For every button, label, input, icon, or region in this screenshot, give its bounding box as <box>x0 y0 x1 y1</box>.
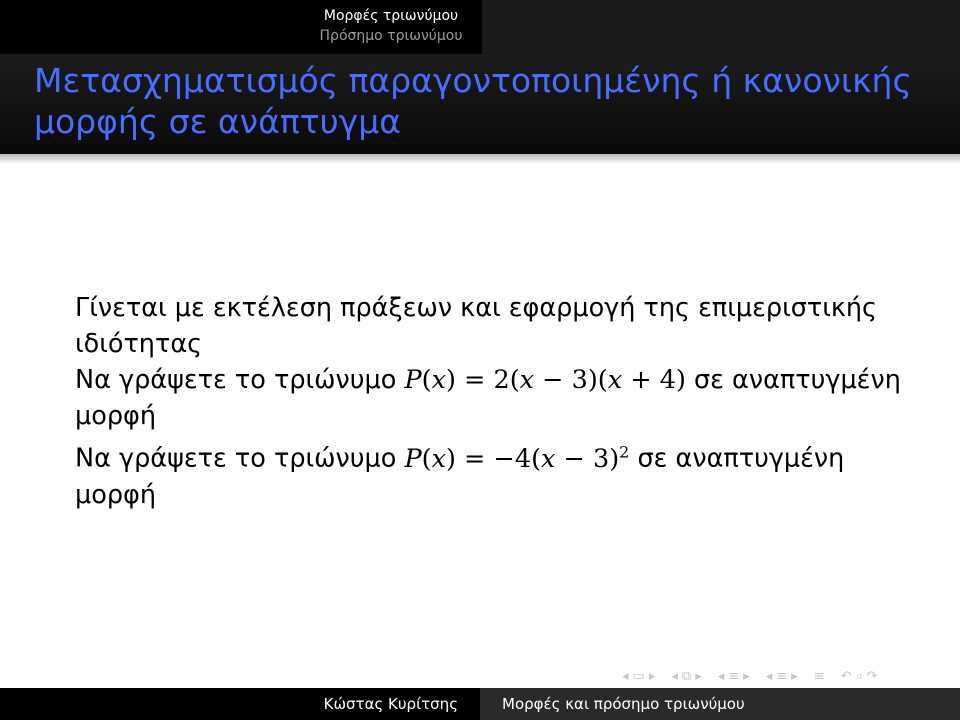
frame-title: Μετασχηματισμός παραγοντοποιημένης ή κανονικής μορφής σε ανάπτυγμα <box>34 61 912 141</box>
arrow-left-icon[interactable]: ◂ <box>717 668 725 684</box>
arrow-right-icon[interactable]: ▸ <box>648 668 656 684</box>
exercise-1 <box>75 362 905 398</box>
paragraph-line-2: ιδιότητας <box>75 329 203 359</box>
search-icon[interactable]: ⌕ <box>855 668 863 684</box>
equation-2: $P(x) = -4(x - 3)^2$ <box>404 442 630 474</box>
redo-icon[interactable]: ↷ <box>866 668 878 684</box>
section-icon[interactable]: ≡ <box>776 668 788 684</box>
exercise-1-prefix: Να γράψετε το τριώνυμο <box>75 365 405 395</box>
equation-2-exponent: 2 <box>619 442 630 461</box>
arrow-right-icon[interactable]: ▸ <box>743 668 750 684</box>
arrow-left-icon[interactable]: ◂ <box>622 668 629 684</box>
arrow-right-icon[interactable]: ▸ <box>695 668 702 684</box>
title-shadow <box>0 154 960 164</box>
footer-author: Κώστας Κυρίτσης <box>0 688 480 720</box>
exercise-2-suffix: σε αναπτυγμένη <box>629 443 845 474</box>
section-link[interactable]: Μορφές τριωνύμου <box>323 8 459 24</box>
subsection-icon[interactable]: ⧉ <box>681 668 692 684</box>
arrow-left-icon[interactable]: ◂ <box>671 668 678 684</box>
exercise-2 <box>75 434 905 477</box>
frame-title-bar <box>0 54 960 154</box>
frame-body <box>75 290 905 513</box>
arrow-left-icon[interactable]: ◂ <box>765 668 773 684</box>
arrow-right-icon[interactable]: ▸ <box>791 668 798 684</box>
footer <box>0 688 960 720</box>
frame-icon[interactable]: ▭ <box>632 668 645 684</box>
exercise-2-end: μορφή <box>75 479 156 510</box>
equation-1: P(x) = 2(x − 3)(x + 4) <box>404 365 686 395</box>
top-bar-right-panel <box>482 0 960 54</box>
top-navigation-bar <box>0 0 960 54</box>
exercise-1-suffix: σε αναπτυγμένη <box>685 365 901 395</box>
exercise-1-end: μορφή <box>75 401 156 431</box>
align-icon[interactable]: ≡ <box>813 668 825 684</box>
footer-short-title: Μορφές και πρόσημο τριωνύμου <box>480 688 960 720</box>
beamer-navigation-symbols <box>622 664 878 688</box>
undo-icon[interactable]: ↶ <box>840 668 852 684</box>
paragraph-line-1: Γίνεται με εκτέλεση πράξεων και εφαρμογή της επιμεριστικής <box>75 293 878 323</box>
exercise-2-prefix: Να γράψετε το τριώνυμο <box>75 443 405 474</box>
section-icon[interactable]: ≡ <box>728 668 740 684</box>
subsection-link[interactable]: Πρόσημο τριωνύμου <box>319 28 463 44</box>
